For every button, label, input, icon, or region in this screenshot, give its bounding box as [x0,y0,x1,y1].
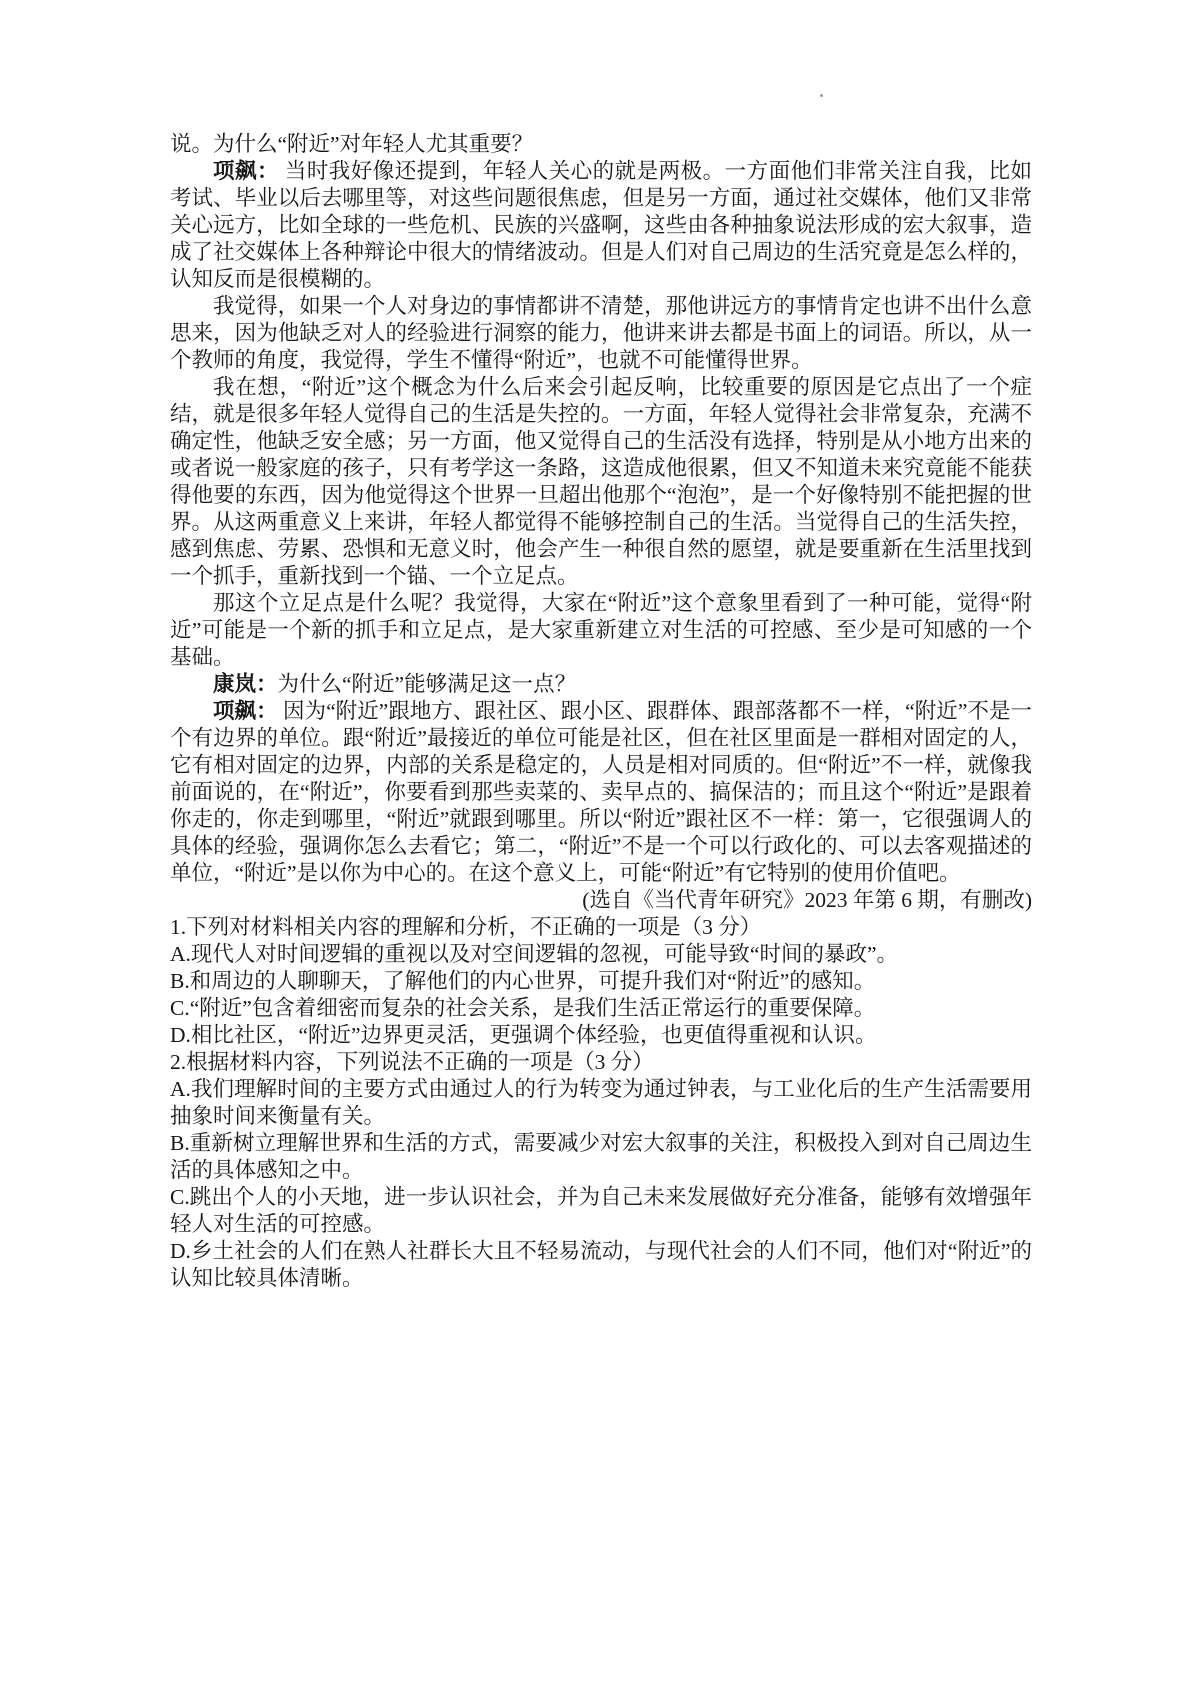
paragraph-text: 说。为什么“附近”对年轻人尤其重要？ [170,132,534,156]
paragraph-text: A.现代人对时间逻辑的重视以及对空间逻辑的忽视，可能导致“时间的暴政”。 [170,942,898,966]
question-1-option-b [170,968,1032,995]
paragraph-text: 因为“附近”跟地方、跟社区、跟小区、跟群体、跟部落都不一样，“附近”不是一个有边界的单位。跟“附近”最接近的单位可能是社区，但在社区里面是一群相对固定的人，它有相对固定的边界，内部的关系是稳定的，人员是相对同质的。但“附近”不一样，就像我前面说的，在“附近”，你要看到那些卖菜的、卖早点的、搞保洁的；而且这个“附近”是跟着你走的，你走到哪里，“附近”就跟到哪里。所以“附近”跟社区不一样：第一，它很强调人的具体的经验，强调你怎么去看它；第二，“附近”不是一个可以行政化的、可以去客观描述的单位，“附近”是以你为中心的。在这个意义上，可能“附近”有它特别的使用价值吧。 [170,699,1032,885]
question-2-stem [170,1049,1032,1076]
paragraph-text: B.和周边的人聊聊天，了解他们的内心世界，可提升我们对“附近”的感知。 [170,969,876,993]
paragraph-foothold [170,590,1032,671]
question-2-option-d [170,1238,1032,1292]
paragraph-text: C.跳出个人的小天地，进一步认识社会，并为自己未来发展做好充分准备，能够有效增强年轻人对生活的可控感。 [170,1185,1032,1236]
question-1-option-c [170,995,1032,1022]
paragraph-text: D.相比社区，“附近”边界更灵活，更强调个体经验，也更值得重视和认识。 [170,1023,877,1047]
question-2-option-a [170,1076,1032,1130]
paragraph-loss-of-control [170,374,1032,590]
speaker-name: 项飙： [213,159,279,183]
paragraph-text: 我在想，“附近”这个概念为什么后来会引起反响，比较重要的原因是它点出了一个症结，就是很多年轻人觉得自己的生活是失控的。一方面，年轻人觉得社会非常复杂，充满不确定性，他缺乏安全感；另一方面，他又觉得自己的生活没有选择，特别是从小地方出来的或者说一般家庭的孩子，只有考学这一条路，这造成他很累，但又不知道未来究竟能不能获得他要的东西，因为他觉得这个世界一旦超出他那个“泡泡”，是一个好像特别不能把握的世界。从这两重意义上来讲，年轻人都觉得不能够控制自己的生活。当觉得自己的生活失控，感到焦虑、劳累、恐惧和无意义时，他会产生一种很自然的愿望，就是要重新在生活里找到一个抓手，重新找到一个锚、一个立足点。 [170,375,1032,588]
source-attribution [170,887,1032,914]
paragraph-text: 1.下列对材料相关内容的理解和分析，不正确的一项是（3 分） [170,915,762,939]
continuation-line [170,131,1032,158]
paragraph-text: 我觉得，如果一个人对身边的事情都讲不清楚，那他讲远方的事情肯定也讲不出什么意思来，因为他缺乏对人的经验进行洞察的能力，他讲来讲去都是书面上的词语。所以，从一个教师的角度，我觉得，学生不懂得“附近”，也就不可能懂得世界。 [170,294,1032,372]
paragraph-text: 为什么“附近”能够满足这一点？ [277,672,577,696]
speaker-name: 康岚： [213,672,278,696]
speaker-name: 项飙： [213,699,278,723]
paragraph-text: C.“附近”包含着细密而复杂的社会关系，是我们生活正常运行的重要保障。 [170,996,876,1020]
paragraph-text: 2.根据材料内容，下列说法不正确的一项是（3 分） [170,1050,654,1074]
question-1-option-a [170,941,1032,968]
paragraph-text: D.乡土社会的人们在熟人社群长大且不轻易流动，与现代社会的人们不同，他们对“附近”的认知比较具体清晰。 [170,1239,1032,1290]
paragraph-text: 那这个立足点是什么呢？我觉得，大家在“附近”这个意象里看到了一种可能，觉得“附近”可能是一个新的抓手和立足点，是大家重新建立对生活的可控感、至少是可知感的一个基础。 [170,591,1032,669]
dialogue-kanglan [170,671,1032,698]
question-2-option-c [170,1184,1032,1238]
paragraph-teacher-view [170,293,1032,374]
dialogue-xiangbiao-1 [170,158,1032,293]
paragraph-text: (选自《当代青年研究》2023 年第 6 期，有删改) [582,888,1032,912]
question-2-option-b [170,1130,1032,1184]
paragraph-text: 当时我好像还提到，年轻人关心的就是两极。一方面他们非常关注自我，比如考试、毕业以后去哪里等，对这些问题很焦虑，但是另一方面，通过社交媒体，他们又非常关心远方，比如全球的一些危机、民族的兴盛啊，这些由各种抽象说法形成的宏大叙事，造成了社交媒体上各种辩论中很大的情绪波动。但是人们对自己周边的生活究竟是怎么样的，认知反而是很模糊的。 [170,159,1032,291]
dialogue-xiangbiao-2 [170,698,1032,887]
scan-speck [820,94,823,97]
passage-container [170,131,1032,1292]
paragraph-text: A.我们理解时间的主要方式由通过人的行为转变为通过钟表，与工业化后的生产生活需要用抽象时间来衡量有关。 [170,1077,1032,1128]
question-1-option-d [170,1022,1032,1049]
paragraph-text: B.重新树立理解世界和生活的方式，需要减少对宏大叙事的关注，积极投入到对自己周边生活的具体感知之中。 [170,1131,1032,1182]
question-1-stem [170,914,1032,941]
